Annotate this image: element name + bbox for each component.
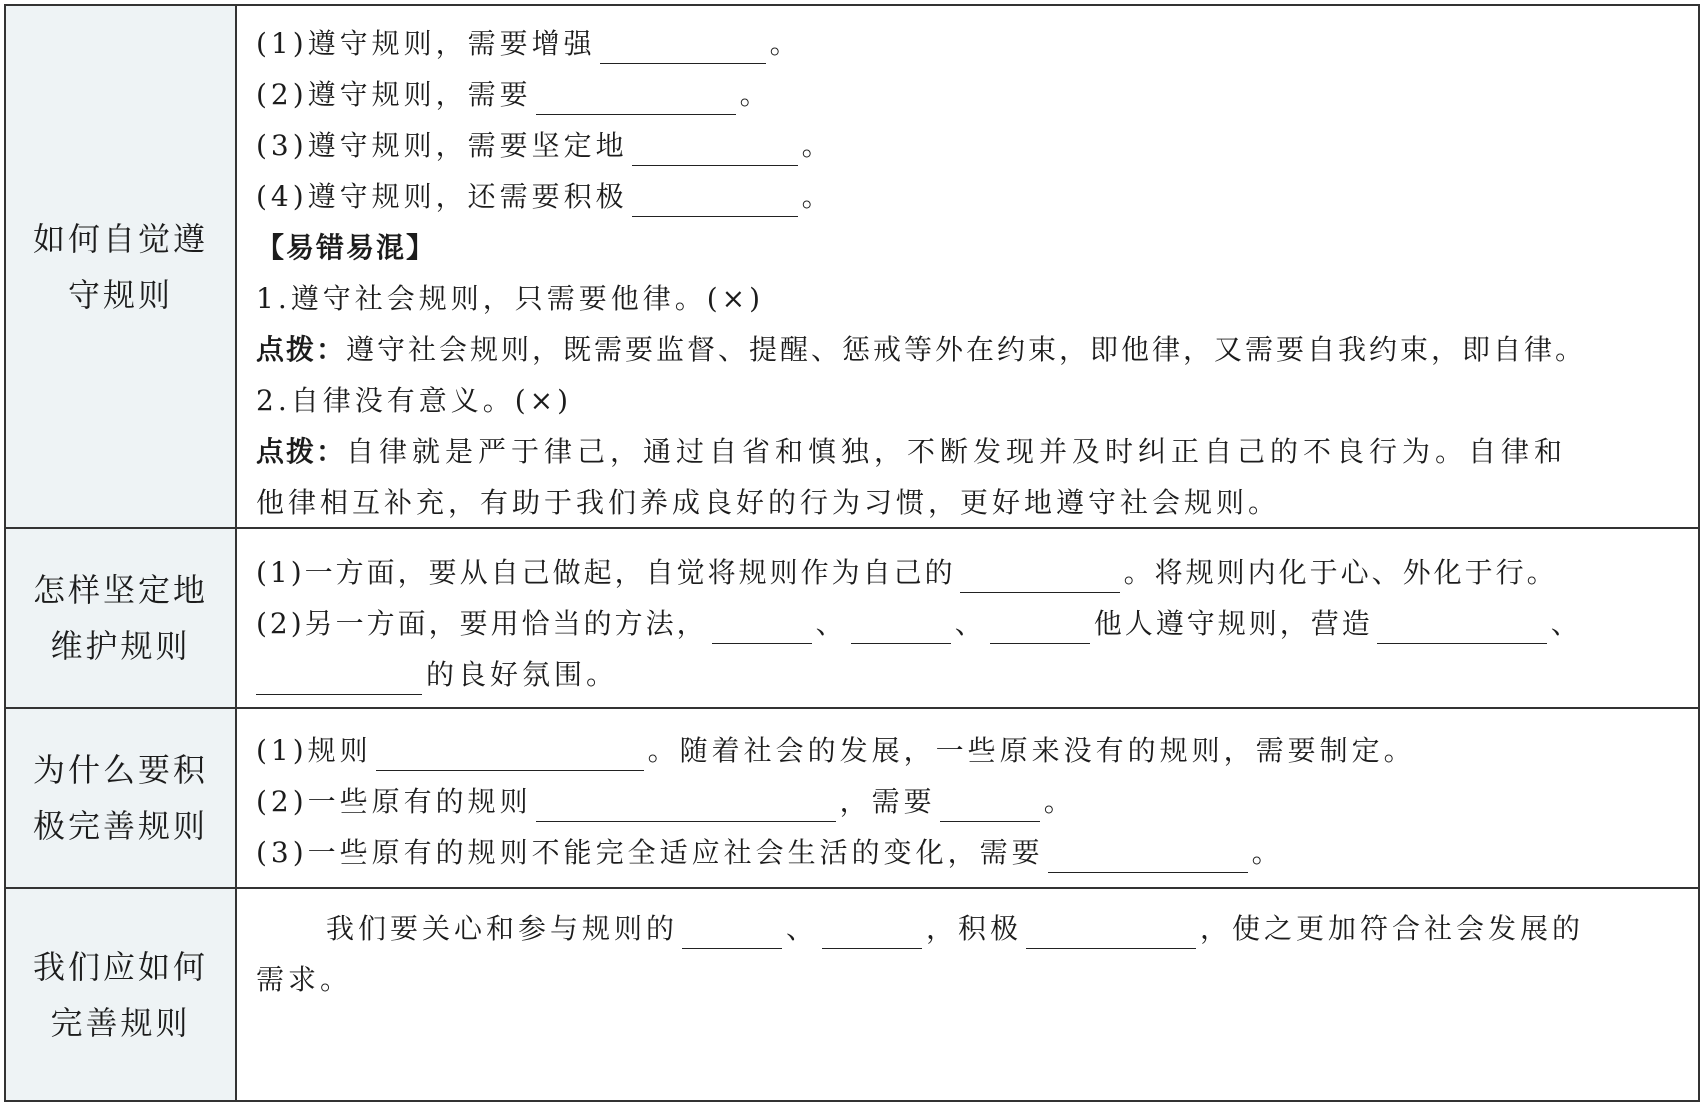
answer-blank[interactable]: [1048, 842, 1248, 873]
rules-worksheet-table: [4, 4, 1700, 1102]
row-content-cell: [238, 6, 1698, 527]
row-label: 为什么要积极完善规则: [32, 751, 208, 845]
answer-blank[interactable]: [1377, 613, 1547, 644]
answer-blank[interactable]: [256, 664, 422, 695]
fill-line: (3)一些原有的规则不能完全适应社会生活的变化，需要 。: [256, 833, 1684, 873]
mistake-statement: 2.自律没有意义。(×): [256, 384, 573, 417]
row-label-cell: [6, 529, 237, 707]
answer-blank[interactable]: [851, 613, 951, 644]
tip-line: 点拨：自律就是严于律己，通过自省和慎独，不断发现并及时纠正自己的不良行为。自律和: [256, 435, 1568, 468]
row-why-improve-rules: [6, 709, 1698, 889]
fill-line: (2)遵守规则，需要 。: [256, 75, 1684, 115]
answer-blank[interactable]: [960, 562, 1120, 593]
answer-blank[interactable]: [682, 918, 782, 949]
fill-line: (2)另一方面，要用恰当的方法， 、 、 他人遵守规则，营造 、: [256, 604, 1684, 644]
answer-blank[interactable]: [536, 84, 736, 115]
answer-blank[interactable]: [632, 135, 798, 166]
fill-line-continuation: 需求。: [256, 963, 353, 996]
answer-blank[interactable]: [632, 186, 798, 217]
row-label: 如何自觉遵守规则: [32, 219, 208, 314]
answer-blank[interactable]: [822, 918, 922, 949]
answer-blank[interactable]: [376, 740, 644, 771]
answer-blank[interactable]: [940, 791, 1040, 822]
note-heading: 【易错易混】: [256, 231, 437, 264]
row-label-cell: [6, 889, 237, 1100]
tip-label: 点拨：: [256, 435, 347, 468]
fill-line: (1)遵守规则，需要增强 。: [256, 24, 1684, 64]
answer-blank[interactable]: [536, 791, 836, 822]
row-label-cell: [6, 709, 237, 887]
answer-blank[interactable]: [712, 613, 812, 644]
row-how-to-follow-rules: [6, 6, 1698, 529]
fill-line: 我们要关心和参与规则的 、 ，积极 ，使之更加符合社会发展的: [256, 909, 1684, 949]
answer-blank[interactable]: [1026, 918, 1196, 949]
fill-line: 的良好氛围。: [256, 655, 1684, 695]
row-how-we-improve-rules: [6, 889, 1698, 1100]
tip-label: 点拨：: [256, 333, 347, 366]
row-content-cell: [238, 709, 1698, 887]
fill-line: (2)一些原有的规则 ，需要 。: [256, 782, 1684, 822]
row-label: 怎样坚定地维护规则: [32, 571, 208, 665]
row-label: 我们应如何完善规则: [32, 947, 208, 1042]
row-content-cell: [238, 889, 1698, 1100]
row-how-to-maintain-rules: [6, 529, 1698, 709]
answer-blank[interactable]: [600, 33, 766, 64]
mistake-statement: 1.遵守社会规则，只需要他律。(×): [256, 282, 765, 315]
row-label-cell: [6, 6, 237, 527]
row-content-cell: [238, 529, 1698, 707]
fill-line: (1)一方面，要从自己做起，自觉将规则作为自己的 。将规则内化于心、外化于行。: [256, 553, 1684, 593]
fill-line: (4)遵守规则，还需要积极 。: [256, 177, 1684, 217]
fill-line: (1)规则 。随着社会的发展，一些原来没有的规则，需要制定。: [256, 731, 1684, 771]
answer-blank[interactable]: [990, 613, 1090, 644]
tip-continuation: 他律相互补充，有助于我们养成良好的行为习惯，更好地遵守社会规则。: [256, 486, 1281, 519]
fill-line: (3)遵守规则，需要坚定地 。: [256, 126, 1684, 166]
tip-line: 点拨：遵守社会规则，既需要监督、提醒、惩戒等外在约束，即他律，又需要自我约束，即自律。: [256, 333, 1587, 366]
